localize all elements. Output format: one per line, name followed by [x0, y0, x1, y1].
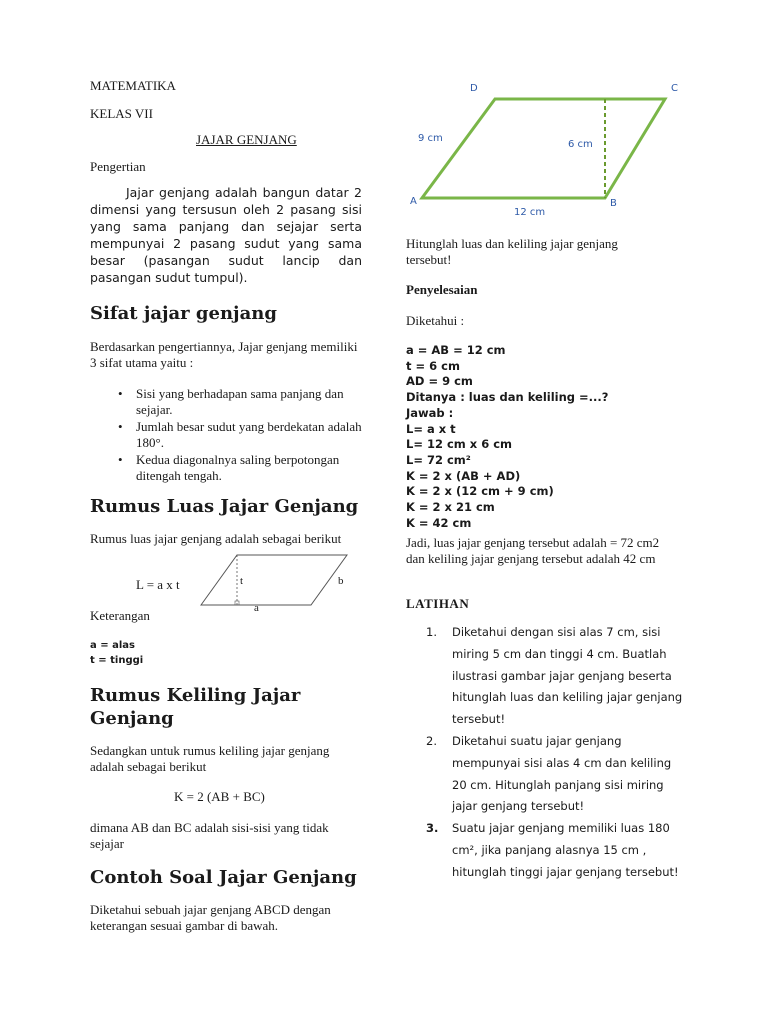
item-number: 2. [426, 733, 437, 748]
solution-line: K = 2 x (12 cm + 9 cm) [406, 484, 554, 499]
contoh-heading: Contoh Soal Jajar Genjang [90, 867, 357, 888]
fig-label-a: a [254, 602, 259, 614]
penyelesaian-heading: Penyelesaian [406, 282, 478, 297]
solution-line: AD = 9 cm [406, 374, 473, 389]
pengertian-paragraph: Jajar genjang adalah bangun datar 2 dimensi yang tersusun oleh 2 pasang sisi yang sama panjang dan sejajar serta mempunyai 2 pasang sudut yang sama besar (pasangan sudut lancip dan pasangan sudut tumpul). [90, 185, 362, 285]
side-length-label: 9 cm [418, 133, 443, 144]
sifat-list [118, 386, 376, 485]
solution-line: Ditanya : luas dan keliling =...? [406, 390, 609, 405]
keterangan-tinggi: t = tinggi [90, 655, 144, 666]
rumus-keliling-intro: Sedangkan untuk rumus keliling jajar genjang adalah sebagai berikut [90, 743, 330, 774]
vertex-A: A [410, 196, 417, 207]
luas-formula-text: L = a x t [136, 577, 180, 592]
item-text: Suatu jajar genjang memiliki luas 180 cm², jika panjang alasnya 15 cm , hitunglah tinggi jajar genjang tersebut! [452, 821, 679, 879]
solution-line: L= 72 cm² [406, 452, 471, 467]
solution-line: t = 6 cm [406, 358, 460, 373]
luas-diagram [195, 550, 355, 612]
list-item: • Kedua diagonalnya saling berpotongan ditengah tengah. [136, 452, 376, 484]
solution-line: a = AB = 12 cm [406, 343, 506, 357]
fig-label-t: t [240, 575, 244, 587]
rumus-luas-intro: Rumus luas jajar genjang adalah sebagai berikut [90, 531, 342, 546]
pengertian-heading: Pengertian [90, 159, 146, 174]
solution-line: K = 2 x (AB + AD) [406, 468, 521, 483]
keterangan-label: Keterangan [90, 608, 150, 623]
solution-line: L= a x t [406, 421, 456, 436]
keliling-note: dimana AB dan BC adalah sisi-sisi yang tidak sejajar [90, 820, 329, 851]
latihan-list [426, 622, 684, 884]
item-text: Diketahui dengan sisi alas 7 cm, sisi miring 5 cm dan tinggi 4 cm. Buatlah ilustrasi gambar jajar genjang beserta hitunglah luas dan keliling jajar genjang tersebut! [452, 625, 683, 727]
page-title: JAJAR GENJANG [196, 132, 297, 147]
rumus-keliling-heading-2: Genjang [90, 708, 174, 729]
sifat-intro: Berdasarkan pengertiannya, Jajar genjang memiliki 3 sifat utama yaitu : [90, 339, 358, 370]
jadi-conclusion: Jadi, luas jajar genjang tersebut adalah = 72 cm2 dan keliling jajar genjang tersebut adalah 42 cm [406, 535, 660, 566]
fig-label-b: b [338, 575, 344, 587]
solution-line: L= 12 cm x 6 cm [406, 437, 513, 452]
vertex-B: B [610, 198, 617, 209]
diketahui-label: Diketahui : [406, 313, 465, 328]
keliling-formula: K = 2 (AB + BC) [174, 789, 265, 804]
height-label: 6 cm [568, 139, 593, 150]
item-number: 1. [426, 625, 437, 639]
luas-formula [136, 577, 180, 593]
latihan-heading: LATIHAN [406, 596, 470, 611]
contoh-intro: Diketahui sebuah jajar genjang ABCD dengan keterangan sesuai gambar di bawah. [90, 902, 331, 933]
soal-question: Hitunglah luas dan keliling jajar genjang tersebut! [406, 236, 618, 267]
base-length-label: 12 cm [514, 207, 546, 218]
list-item: • Jumlah besar sudut yang berdekatan adalah 180°. [136, 419, 376, 451]
list-item: • Sisi yang berhadapan sama panjang dan sejajar. [136, 386, 376, 418]
sifat-heading: Sifat jajar genjang [90, 303, 277, 324]
list-item [426, 622, 684, 731]
subject-label: MATEMATIKA [90, 78, 176, 93]
rumus-keliling-heading-1: Rumus Keliling Jajar [90, 685, 301, 706]
item-text: Diketahui suatu jajar genjang mempunyai sisi alas 4 cm dan keliling 20 cm. Hitunglah panjang sisi miring jajar genjang tersebut! [452, 733, 672, 814]
solution-line: K = 2 x 21 cm [406, 500, 495, 515]
list-item [426, 731, 684, 818]
class-label: KELAS VII [90, 106, 153, 121]
vertex-D: D [470, 83, 478, 94]
solution-line: K = 42 cm [406, 515, 472, 530]
keterangan-alas: a = alas [90, 640, 135, 651]
solution-line: Jawab : [406, 405, 454, 420]
solution-steps [406, 343, 608, 531]
vertex-C: C [671, 83, 678, 94]
item-number: 3. [426, 821, 439, 836]
abcd-parallelogram-figure [402, 80, 692, 220]
rumus-luas-heading: Rumus Luas Jajar Genjang [90, 496, 359, 517]
list-item [426, 818, 684, 883]
